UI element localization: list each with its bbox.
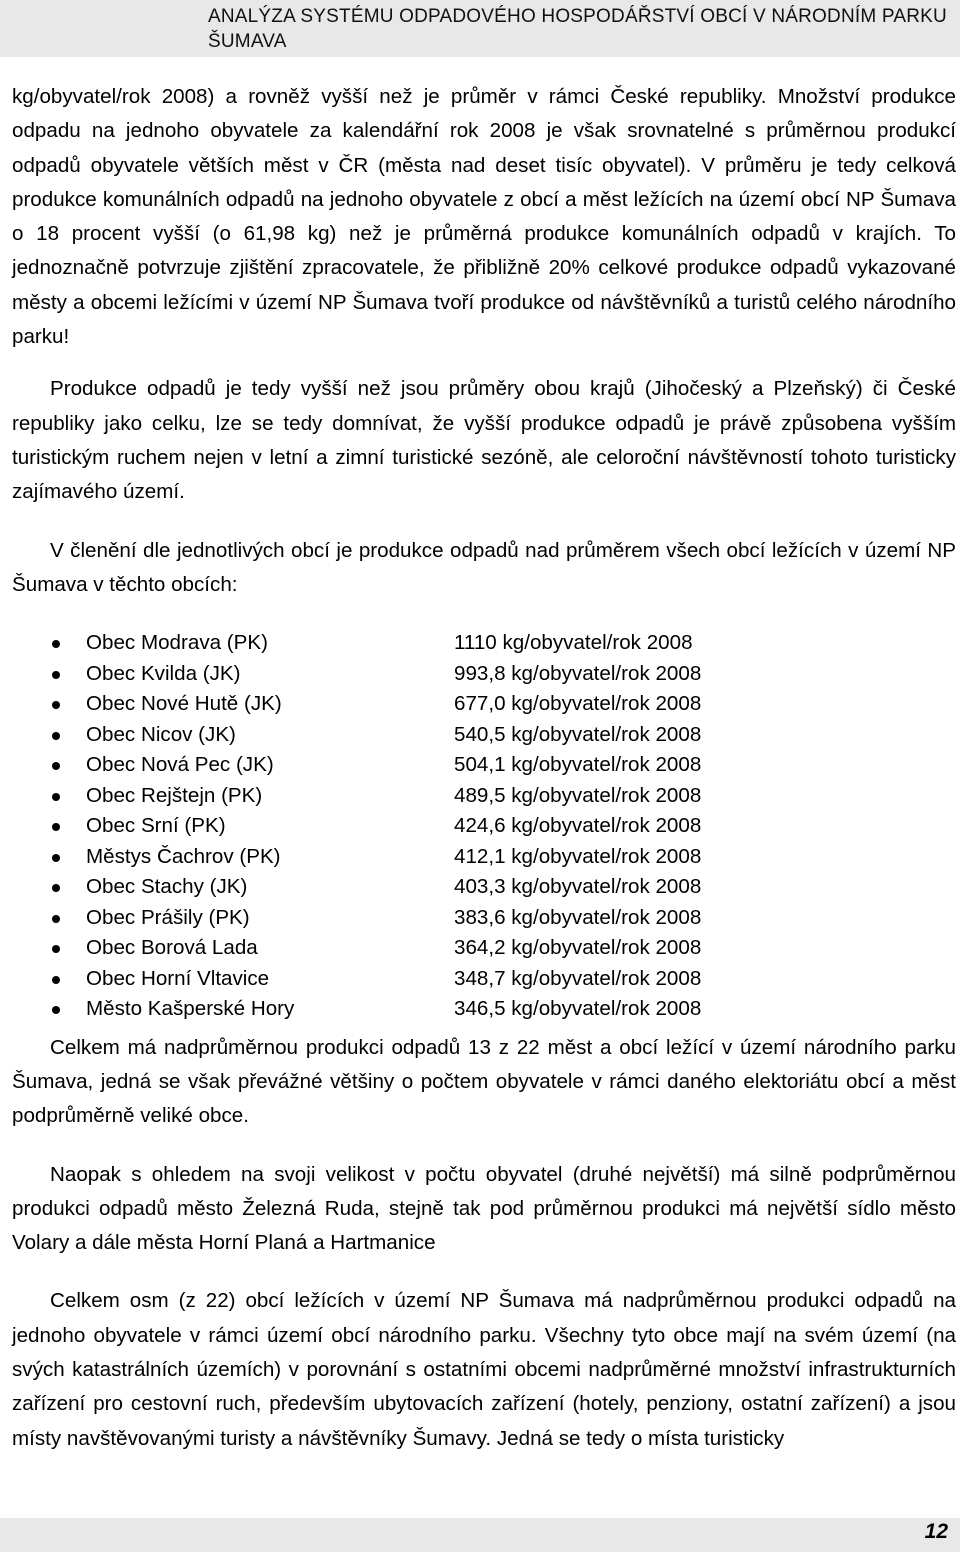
- town-name: Obec Stachy (JK): [86, 875, 248, 899]
- page-number: 12: [924, 1520, 948, 1543]
- town-name: Město Kašperské Hory: [86, 997, 295, 1021]
- town-value: 540,5 kg/obyvatel/rok 2008: [454, 722, 702, 746]
- list-item: [12, 842, 956, 873]
- town-value: 346,5 kg/obyvatel/rok 2008: [454, 997, 702, 1021]
- town-value: 993,8 kg/obyvatel/rok 2008: [454, 661, 702, 685]
- bullet-icon: [52, 640, 60, 648]
- town-value: 348,7 kg/obyvatel/rok 2008: [454, 966, 702, 990]
- town-name: Obec Borová Lada: [86, 936, 258, 960]
- list-item: [12, 872, 956, 903]
- bullet-icon: [52, 732, 60, 740]
- town-value: 412,1 kg/obyvatel/rok 2008: [454, 844, 702, 868]
- town-name: Městys Čachrov (PK): [86, 844, 281, 868]
- list-item: [12, 811, 956, 842]
- town-name: Obec Horní Vltavice: [86, 966, 270, 990]
- list-item: [12, 689, 956, 720]
- list-item: [12, 720, 956, 751]
- list-item: [12, 659, 956, 690]
- town-value: 489,5 kg/obyvatel/rok 2008: [454, 783, 702, 807]
- bullet-icon: [52, 884, 60, 892]
- list-item: [12, 994, 956, 1025]
- page-footer: [0, 1518, 960, 1552]
- town-value: 1110 kg/obyvatel/rok 2008: [454, 631, 693, 655]
- town-list: [12, 628, 956, 1025]
- town-name: Obec Nové Hutě (JK): [86, 692, 282, 716]
- town-name: Obec Kvilda (JK): [86, 661, 241, 685]
- town-name: Obec Srní (PK): [86, 814, 226, 838]
- town-value: 677,0 kg/obyvatel/rok 2008: [454, 692, 702, 716]
- list-item: [12, 964, 956, 995]
- bullet-icon: [52, 671, 60, 679]
- bullet-icon: [52, 793, 60, 801]
- list-item: [12, 628, 956, 659]
- list-item: [12, 781, 956, 812]
- paragraph-3: V členění dle jednotlivých obcí je produkce odpadů nad průměrem všech obcí ležících v území NP Šumava v těchto obcích:: [12, 538, 956, 596]
- town-value: 383,6 kg/obyvatel/rok 2008: [454, 905, 702, 929]
- town-name: Obec Nicov (JK): [86, 722, 236, 746]
- list-item: [12, 750, 956, 781]
- paragraph-4: Celkem má nadprůměrnou produkci odpadů 13 z 22 měst a obcí ležící v území národního parku Šumava, jedná se však převážné většiny o počtem obyvatele v rámci daného elektoriátu obcí a měst podprůměrně veliké obce.: [12, 1035, 956, 1128]
- bullet-icon: [52, 854, 60, 862]
- town-value: 424,6 kg/obyvatel/rok 2008: [454, 814, 702, 838]
- paragraph-2: Produkce odpadů je tedy vyšší než jsou průměry obou krajů (Jihočeský a Plzeňský) či České republiky jako celku, lze se tedy domnívat, že vyšší produkce odpadů je právě způsobena vyšším turistickým ruchem nejen v letní a zimní turistické sezóně, ale celoroční návštěvností tohoto turisticky zajímavého území.: [12, 377, 956, 504]
- paragraph-5: Naopak s ohledem na svoji velikost v počtu obyvatel (druhé největší) má silně podprůměrnou produkci odpadů město Železná Ruda, stejně tak pod průměrnou produkci má největší sídlo město Volary a dále města Horní Planá a Hartmanice: [12, 1162, 956, 1255]
- bullet-icon: [52, 823, 60, 831]
- list-item: [12, 933, 956, 964]
- bullet-icon: [52, 945, 60, 953]
- town-value: 403,3 kg/obyvatel/rok 2008: [454, 875, 702, 899]
- bullet-icon: [52, 976, 60, 984]
- header-title: ANALÝZA SYSTÉMU ODPADOVÉHO HOSPODÁŘSTVÍ OBCÍ V NÁRODNÍM PARKU ŠUMAVA: [208, 6, 947, 52]
- bullet-icon: [52, 701, 60, 709]
- bullet-icon: [52, 915, 60, 923]
- town-name: Obec Rejštejn (PK): [86, 783, 263, 807]
- town-name: Obec Nová Pec (JK): [86, 753, 274, 777]
- document-body: [12, 80, 956, 1456]
- town-value: 364,2 kg/obyvatel/rok 2008: [454, 936, 702, 960]
- bullet-icon: [52, 1006, 60, 1014]
- town-name: Obec Modrava (PK): [86, 631, 268, 655]
- paragraph-6: Celkem osm (z 22) obcí ležících v území NP Šumava má nadprůměrnou produkci odpadů na jednoho obyvatele v rámci území obcí národního parku. Všechny tyto obce mají na svém území (na svých katastrálních územích) v porovnání s ostatními obcemi nadprůměrné množství infrastrukturních zařízení pro cestovní ruch, především ubytovacích zařízení (hotely, penziony, ostatní zařízení) a jsou místy navštěvovanými turisty a návštěvníky Šumavy. Jedná se tedy o místa turisticky: [12, 1289, 956, 1450]
- list-item: [12, 903, 956, 934]
- bullet-icon: [52, 762, 60, 770]
- town-value: 504,1 kg/obyvatel/rok 2008: [454, 753, 702, 777]
- paragraph-1: kg/obyvatel/rok 2008) a rovněž vyšší než je průměr v rámci České republiky. Množství produkce odpadu na jednoho obyvatele za kalendářní rok 2008 je však srovnatelné s průměrnou produkcí odpadů obyvatele větších měst v ČR (města nad deset tisíc obyvatel). V průměru je tedy celková produkce komunálních odpadů na jednoho obyvatele z obcí a měst ležících na území obcí NP Šumava o 18 procent vyšší (o 61,98 kg) než je průměrná produkce komunálních odpadů v krajích. To jednoznačně potvrzuje zjištění zpracovatele, že přibližně 20% celkové produkce odpadů vykazované městy a obcemi ležícími v území NP Šumava tvoří produkce od návštěvníků a turistů celého národního parku!: [12, 85, 956, 349]
- town-name: Obec Prášily (PK): [86, 905, 250, 929]
